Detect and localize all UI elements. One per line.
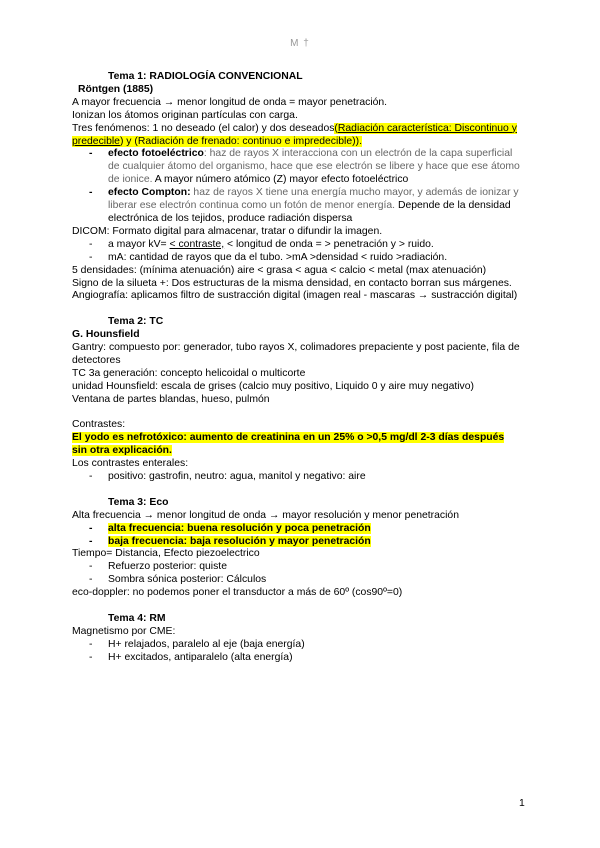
fenomenos-close: )).: [352, 135, 362, 147]
paragraph-silueta: Signo de la silueta +: Dos estructuras de la misma densidad, en contacto borran sus márgenes.: [72, 277, 512, 289]
section-title-tema4: Tema 4: RM: [108, 613, 166, 624]
paragraph-gantry: Gantry: compuesto por: generador, tubo rayos X, colimadores prepaciente y post paciente, fila de detectores: [72, 342, 520, 366]
extra-compton: Depende de la densidad electrónica de los tejidos, produce radiación dispersa: [108, 200, 511, 224]
section-title-tema1: Tema 1: RADIOLOGÍA CONVENCIONAL: [108, 71, 303, 82]
paragraph-doppler: eco-doppler: no podemos poner el transductor a más de 60º (cos90º=0): [72, 587, 403, 599]
section-subtitle-rontgen: Röntgen (1885): [78, 83, 154, 95]
bullet-dash: -: [89, 238, 93, 250]
paragraph-hounsfield-unit: unidad Hounsfield: escala de grises (calcio muy positivo, Liquido 0 y aire muy negativo): [72, 380, 474, 392]
kv-pre: a mayor kV=: [108, 238, 170, 250]
positivo-text: positivo: gastrofin, neutro: agua, manitol y negativo: aire: [108, 471, 366, 483]
page-number: 1: [519, 798, 525, 809]
paragraph-enterales: Los contrastes enterales:: [72, 458, 189, 470]
term-compton: efecto Compton:: [108, 187, 191, 199]
list-item-alta-frecuencia: [72, 523, 522, 536]
relajados-text: H+ relajados, paralelo al eje (baja energía): [108, 638, 305, 650]
ma-text: mA: cantidad de rayos que da el tubo. >mA >densidad < ruido >radiación.: [108, 251, 448, 263]
excitados-text: H+ excitados, antiparalelo (alta energía): [108, 651, 293, 663]
list-item-ma: [72, 252, 522, 265]
paragraph-magnetismo: Magnetismo por CME:: [72, 625, 176, 637]
list-item-refuerzo: [72, 561, 522, 574]
paragraph-frecuencia: A mayor frecuencia → menor longitud de onda = mayor penetración.: [72, 96, 388, 108]
paragraph-yodo: [72, 432, 522, 458]
paragraph-angiografia: Angiografía: aplicamos filtro de sustracción digital (imagen real - mascaras → sustracción digital): [72, 290, 518, 302]
list-item-excitados: [72, 652, 522, 665]
list-item-positivo: [72, 471, 522, 484]
document-body: [72, 71, 522, 665]
kv-contraste: < contraste,: [169, 238, 225, 250]
highlight-radiacion-caracteristica: Radiación característica: Discontinuo y predecible: [72, 122, 517, 147]
paragraph-fenomenos: [72, 123, 522, 149]
refuerzo-text: Refuerzo posterior: quiste: [108, 561, 227, 573]
sombra-text: Sombra sónica posterior: Cálculos: [108, 574, 267, 586]
extra-fotoelectrico: A mayor número atómico (Z) mayor efecto fotoeléctrico: [152, 174, 409, 186]
paragraph-dicom: DICOM: Formato digital para almacenar, tratar o difundir la imagen.: [72, 225, 383, 237]
bullet-dash: -: [89, 535, 93, 547]
bullet-dash: -: [89, 148, 93, 160]
bullet-dash: -: [89, 522, 93, 534]
fenomenos-open-paren: (: [334, 122, 338, 134]
bullet-dash: -: [89, 561, 93, 573]
bullet-dash: -: [89, 251, 93, 263]
term-fotoelectrico: efecto fotoeléctrico: [108, 148, 204, 160]
fenomenos-intro: Tres fenómenos: 1 no deseado (el calor) y dos deseados: [72, 122, 335, 134]
desc-fotoelectrico: : haz de rayos X interacciona con un electrón de la capa superficial de cualquier átomo del organismo, hace que ese electrón se libere y hace que ese átomo de ionice.: [108, 148, 520, 186]
bullet-dash: -: [89, 651, 93, 663]
bullet-dash: -: [89, 471, 93, 483]
section-title-tema2: Tema 2: TC: [108, 316, 164, 328]
highlight-alta-frecuencia: alta frecuencia: buena resolución y poca penetración: [108, 522, 371, 534]
list-item-sombra: [72, 574, 522, 587]
paragraph-densidades: 5 densidades: (mínima atenuación) aire < grasa < agua < calcio < metal (max atenuación): [72, 264, 487, 276]
list-item-compton: [72, 187, 522, 226]
highlight-baja-frecuencia: baja frecuencia: baja resolución y mayor penetración: [108, 535, 371, 547]
bullet-dash: -: [89, 638, 93, 650]
kv-post: < longitud de onda = > penetración y > ruido.: [224, 238, 434, 250]
section-subtitle-hounsfield: G. Hounsfield: [72, 329, 140, 341]
bullet-dash: -: [89, 574, 93, 586]
page-header: M †: [290, 38, 310, 49]
highlight-radiacion-frenado: Radiación de frenado: continuo e impredecible: [137, 135, 353, 147]
list-item-kv: [72, 239, 522, 252]
fenomenos-mid: ) y (: [119, 135, 138, 147]
paragraph-ionizan: Ionizan los átomos originan partículas con carga.: [72, 109, 298, 121]
list-item-baja-frecuencia: [72, 536, 522, 549]
list-item-relajados: [72, 639, 522, 652]
desc-compton: haz de rayos X tiene una energía mucho mayor, y además de ionizar y liberar ese electrón continua como un fotón de menor energía.: [108, 187, 519, 212]
section-title-tema3: Tema 3: Eco: [108, 496, 169, 508]
highlight-yodo: El yodo es nefrotóxico: aumento de creatinina en un 25% o >0,5 mg/dl 2-3 días después sin otra explicación.: [72, 432, 505, 457]
list-item-fotoelectrico: [72, 148, 522, 187]
paragraph-tiempo: Tiempo= Distancia, Efecto piezoelectrico: [72, 548, 260, 560]
bullet-dash: -: [89, 187, 93, 199]
paragraph-tc3: TC 3a generación: concepto helicoidal o multicorte: [72, 367, 306, 379]
paragraph-ventana: Ventana de partes blandas, hueso, pulmón: [72, 393, 270, 405]
paragraph-contrastes: Contrastes:: [72, 419, 126, 431]
paragraph-alta-frecuencia: Alta frecuencia → menor longitud de onda → mayor resolución y menor penetración: [72, 509, 459, 521]
